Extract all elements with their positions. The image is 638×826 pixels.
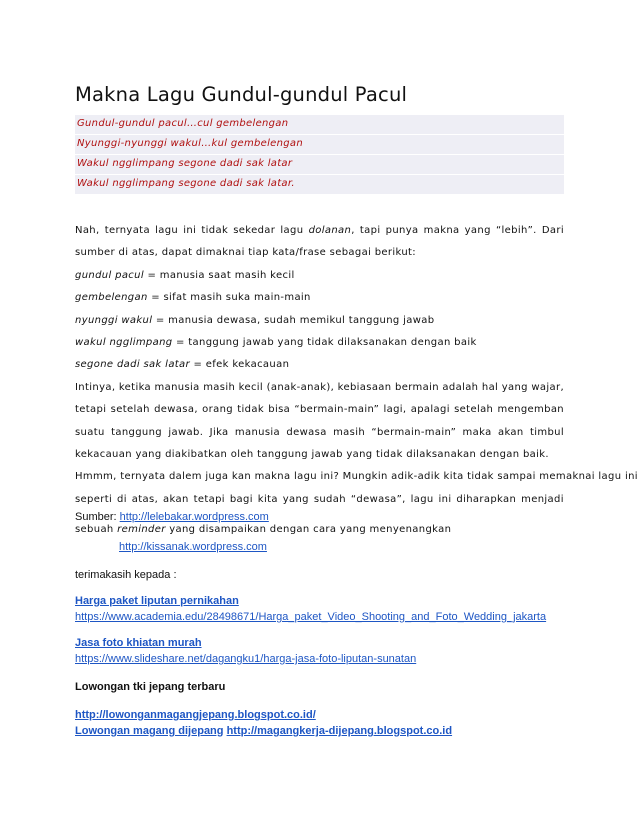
- credit-url-row: [75, 653, 416, 665]
- sources-row: [75, 511, 269, 523]
- article-body: [75, 220, 638, 542]
- closing-word: sudah: [313, 493, 346, 505]
- intro-text-1: Nah, ternyata lagu ini tidak sekedar lagu: [75, 225, 309, 236]
- lyric-line: Wakul ngglimpang segone dadi sak latar: [75, 155, 564, 175]
- intro-emphasis: dolanan: [308, 225, 352, 236]
- lowongan-link[interactable]: http://lowonganmagangjepang.blogspot.co.id/: [75, 709, 316, 721]
- magang-row: [75, 725, 452, 737]
- lyric-line: Gundul-gundul pacul…cul gembelengan: [75, 115, 564, 135]
- definition-term: gembelengan: [75, 292, 148, 304]
- credit-url-link-2[interactable]: https://www.slideshare.net/dagangku1/harga-jasa-foto-liputan-sunatan: [75, 653, 417, 665]
- closing-word: seperti: [75, 493, 113, 505]
- definition-item: [75, 354, 564, 376]
- closing-word: menjadi: [521, 493, 564, 505]
- sources-label: Sumber:: [75, 511, 120, 523]
- lowongan-heading: Lowongan tki jepang terbaru: [75, 681, 226, 693]
- definition-meaning: = manusia dewasa, sudah memikul tanggung jawab: [152, 314, 435, 326]
- closing-word: bagi: [229, 493, 253, 505]
- closing-word: lagu: [410, 493, 434, 505]
- lyric-line: Wakul ngglimpang segone dadi sak latar.: [77, 178, 295, 189]
- thanks-label: terimakasih kepada :: [75, 569, 177, 581]
- credit-title-row: [75, 637, 202, 649]
- credit-title-link-2[interactable]: Jasa foto khiatan murah: [75, 637, 202, 649]
- lowongan-row: [75, 709, 316, 721]
- closing-line-1: Hmmm, ternyata dalem juga kan makna lagu ini? Mungkin adik-adik kita tidak sampai memaknai lagu ini: [75, 471, 638, 483]
- closing-word: ini: [438, 493, 452, 505]
- magang-label-link[interactable]: Lowongan magang dijepang: [75, 725, 224, 737]
- definition-meaning: = efek kekacauan: [190, 359, 290, 371]
- intro-text-2: , tapi punya makna yang “lebih”. Dari sumber di atas, dapat dimaknai tiap kata/frase sebagai berikut:: [75, 225, 564, 259]
- definition-meaning: = sifat masih suka main-main: [147, 292, 311, 304]
- credit-url-link-1[interactable]: https://www.academia.edu/28498671/Harga_paket_Video_Shooting_and_Foto_Wedding_jakarta: [75, 611, 547, 623]
- definition-meaning: = tanggung jawab yang tidak dilaksanakan dengan baik: [172, 337, 477, 349]
- closing-word: akan: [163, 493, 189, 505]
- definition-term: wakul ngglimpang: [75, 337, 173, 349]
- closing-text-1: sebuah: [75, 524, 118, 536]
- definition-term: segone dadi sak latar: [75, 359, 191, 371]
- closing-line-2: [75, 489, 564, 511]
- definition-item: [75, 287, 564, 309]
- definition-item: [75, 332, 564, 354]
- closing-word: atas,: [131, 493, 159, 505]
- credit-title-row: [75, 595, 239, 607]
- definition-item: [75, 265, 564, 287]
- page-title: Makna Lagu Gundul-gundul Pacul: [75, 83, 408, 106]
- definition-term: nyunggi wakul: [75, 314, 153, 326]
- lyric-line: Nyunggi-nyunggi wakul…kul gembelengan: [75, 135, 564, 155]
- sources-row-2: [119, 541, 267, 553]
- intro-paragraph: [75, 220, 564, 265]
- source-link-2[interactable]: http://kissanak.wordpress.com: [119, 541, 267, 553]
- definition-meaning: = manusia saat masih kecil: [143, 269, 295, 281]
- closing-word: kita: [257, 493, 278, 505]
- closing-word: diharapkan: [456, 493, 517, 505]
- closing-word: yang: [282, 493, 309, 505]
- credit-url-row: [75, 611, 546, 623]
- definition-term: gundul pacul: [75, 269, 144, 281]
- closing-word: di: [117, 493, 127, 505]
- closing-word: tetapi: [193, 493, 225, 505]
- magang-link[interactable]: http://magangkerja-dijepang.blogspot.co.id: [226, 725, 453, 737]
- source-link-1[interactable]: http://lelebakar.wordpress.com: [119, 511, 269, 523]
- lyrics-block: [75, 115, 564, 194]
- conclusion-paragraph: Intinya, ketika manusia masih kecil (anak-anak), kebiasaan bermain adalah hal yang wajar, tetapi setelah dewasa, orang tidak bisa “bermain-main” lagi, apalagi setelah mengemban suatu tanggung jawab. Jika manusia dewasa masih “bermain-main” maka akan timbul kekacauan yang diakibatkan oleh tanggung jawab yang tidak dilaksanakan dengan baik.: [75, 381, 564, 461]
- closing-word: “dewasa”,: [350, 493, 406, 505]
- credit-title-link-1[interactable]: Harga paket liputan pernikahan: [75, 595, 239, 607]
- closing-emphasis: reminder: [117, 524, 166, 536]
- closing-text-2: yang disampaikan dengan cara yang menyenangkan: [165, 524, 452, 536]
- definition-item: [75, 310, 564, 332]
